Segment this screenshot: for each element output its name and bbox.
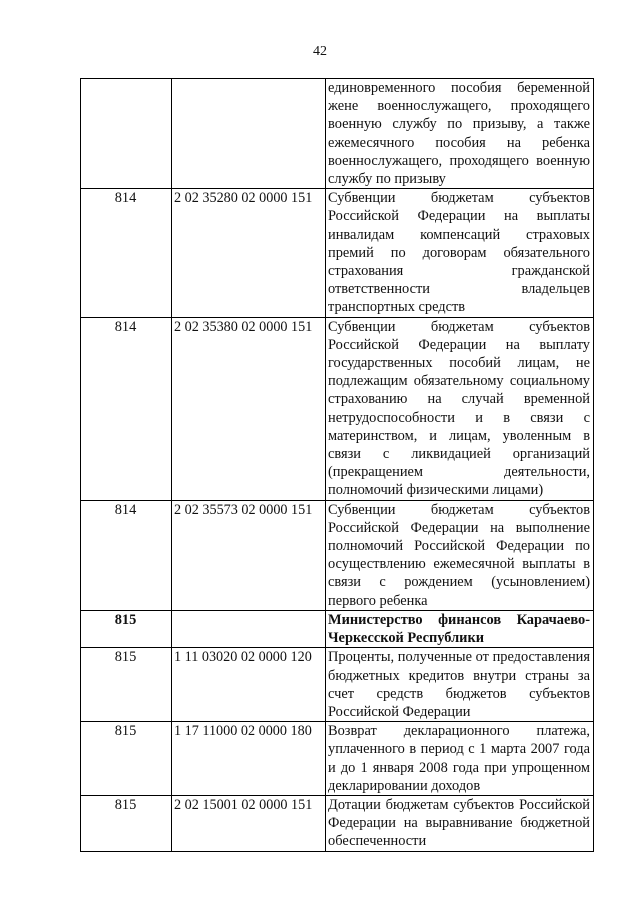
revenue-code-cell: 1 11 03020 02 0000 120 — [172, 648, 326, 722]
table-row — [81, 317, 594, 500]
description-cell: Субвенции бюджетам субъектов Российской Федерации на выплату государственных пособий лицам, не подлежащим обязательному социальному страхованию на случай временной нетрудоспособности и в связи с материнством, и лицам, уволенным в связи с ликвидацией организаций (прекращением деятельности, полномочий физическими лицами) — [326, 317, 594, 500]
table-row — [81, 722, 594, 796]
revenue-code-cell: 2 02 35280 02 0000 151 — [172, 189, 326, 317]
revenue-code-cell: 2 02 35380 02 0000 151 — [172, 317, 326, 500]
ministry-name-cell: Министерство финансов Карачаево-Черкесской Республики — [326, 610, 594, 647]
admin-code-cell: 814 — [81, 500, 172, 610]
description-cell: единовременного пособия беременной жене военнослужащего, проходящего военную службу по призыву, а также ежемесячного пособия на ребенка военнослужащего, проходящего военную службу по призыву — [326, 79, 594, 189]
description-cell: Проценты, полученные от предоставления бюджетных кредитов внутри страны за счет средств бюджетов субъектов Российской Федерации — [326, 648, 594, 722]
table-row — [81, 189, 594, 317]
revenue-code-cell: 1 17 11000 02 0000 180 — [172, 722, 326, 796]
admin-code-cell: 815 — [81, 795, 172, 851]
revenue-code-cell — [172, 79, 326, 189]
table-row — [81, 79, 594, 189]
table-row-ministry-header — [81, 610, 594, 647]
revenue-code-cell — [172, 610, 326, 647]
table-row — [81, 648, 594, 722]
admin-code-cell: 815 — [81, 722, 172, 796]
description-cell: Субвенции бюджетам субъектов Российской Федерации на выплаты инвалидам компенсаций страховых премий по договорам обязательного страхования гражданской ответственности владельцев транспортных средств — [326, 189, 594, 317]
description-cell: Субвенции бюджетам субъектов Российской Федерации на выполнение полномочий Российской Федерации по осуществлению ежемесячной выплаты в связи с рождением (усыновлением) первого ребенка — [326, 500, 594, 610]
admin-code-cell: 814 — [81, 189, 172, 317]
revenue-codes-table — [80, 78, 594, 852]
table-row — [81, 795, 594, 851]
admin-code-cell: 815 — [81, 648, 172, 722]
description-cell: Дотации бюджетам субъектов Российской Федерации на выравнивание бюджетной обеспеченности — [326, 795, 594, 851]
table-row — [81, 500, 594, 610]
admin-code-cell — [81, 79, 172, 189]
table-body — [81, 79, 594, 852]
admin-code-cell: 815 — [81, 610, 172, 647]
admin-code-cell: 814 — [81, 317, 172, 500]
description-cell: Возврат декларационного платежа, уплаченного в период с 1 марта 2007 года и до 1 января 2008 года при упрощенном декларировании доходов — [326, 722, 594, 796]
revenue-code-cell: 2 02 15001 02 0000 151 — [172, 795, 326, 851]
revenue-code-cell: 2 02 35573 02 0000 151 — [172, 500, 326, 610]
page-number: 42 — [313, 44, 327, 59]
